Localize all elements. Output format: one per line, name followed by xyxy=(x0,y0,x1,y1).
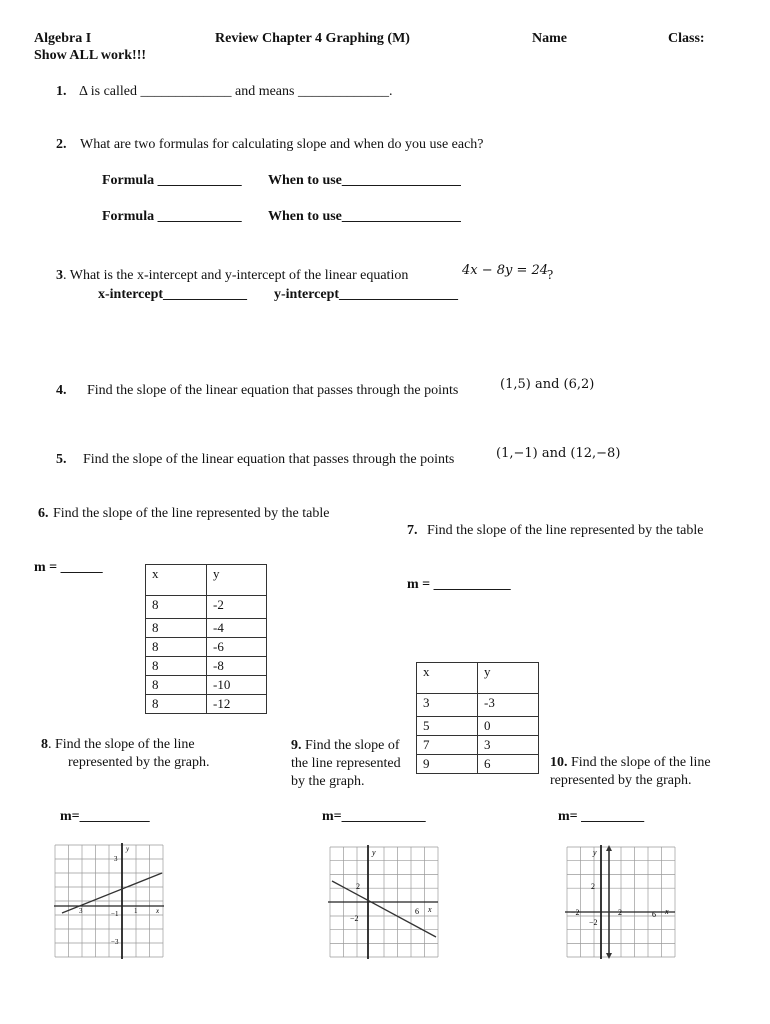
q6-cell: -4 xyxy=(207,619,267,638)
y-tick-3: 3 xyxy=(114,855,118,863)
y-tick-neg1: −1 xyxy=(111,910,119,918)
q10-number: 10. xyxy=(550,755,568,770)
q6-number: 6. xyxy=(38,506,49,521)
q7-number: 7. xyxy=(407,523,418,538)
x-axis-label: x xyxy=(156,907,160,915)
y-axis-label: y xyxy=(593,848,597,857)
q7-cell: 3 xyxy=(478,736,539,755)
q9-text-block xyxy=(291,737,409,791)
q8-text-line1 xyxy=(41,737,195,753)
table-header-row xyxy=(146,565,267,596)
instruction: Show ALL work!!! xyxy=(34,48,147,63)
q2-formula-1: Formula ____________ xyxy=(102,173,242,188)
q3-text: . What is the x-intercept and y-intercept of the linear equation xyxy=(63,268,409,283)
q3-number: 3 xyxy=(56,268,63,283)
q8-graph xyxy=(54,843,166,959)
x-axis-label: x xyxy=(665,907,669,916)
q7-text: Find the slope of the line represented by the table xyxy=(427,523,704,538)
table-row xyxy=(146,676,267,695)
q4-number: 4. xyxy=(56,383,67,398)
q7-cell: 3 xyxy=(417,694,478,717)
q10-graph xyxy=(565,845,677,959)
grid xyxy=(55,845,163,957)
q10-text-line1 xyxy=(550,755,711,771)
q7-cell: -3 xyxy=(478,694,539,717)
x-axis-label: x xyxy=(428,905,432,914)
q7-cell: 9 xyxy=(417,755,478,774)
x-tick-2: 2 xyxy=(618,908,622,917)
q10-text-line2: represented by the graph. xyxy=(550,773,692,788)
table-row xyxy=(417,694,539,717)
q8-number: 8 xyxy=(41,737,48,752)
q6-table xyxy=(145,564,267,714)
q2-text: What are two formulas for calculating slope and when do you use each? xyxy=(80,137,484,152)
table-row xyxy=(417,717,539,736)
y-axis-label: y xyxy=(126,845,130,853)
table-row xyxy=(146,657,267,676)
table-row xyxy=(417,755,539,774)
q6-cell: 8 xyxy=(146,638,207,657)
q6-cell: -8 xyxy=(207,657,267,676)
q6-cell: 8 xyxy=(146,676,207,695)
x-tick-6: 6 xyxy=(415,907,419,916)
q8-text-line2: represented by the graph. xyxy=(68,755,210,770)
q6-cell: -2 xyxy=(207,596,267,619)
q7-answer: m = ___________ xyxy=(407,577,511,592)
q8-answer: m=__________ xyxy=(60,809,150,824)
q4-points: (1,5) and (6,2) xyxy=(500,377,595,392)
y-tick-neg2: −2 xyxy=(350,914,359,923)
q6-cell: -10 xyxy=(207,676,267,695)
q7-cell: 5 xyxy=(417,717,478,736)
name-label: Name xyxy=(532,31,567,46)
q2-number: 2. xyxy=(56,137,67,152)
q10-text: Find the slope of the line xyxy=(571,755,711,770)
q7-header-x: x xyxy=(417,663,478,694)
arrow-up-icon xyxy=(606,845,612,851)
q7-cell: 0 xyxy=(478,717,539,736)
q7-header-y: y xyxy=(478,663,539,694)
q6-cell: 8 xyxy=(146,619,207,638)
q6-cell: 8 xyxy=(146,657,207,676)
q8-text: . Find the slope of the line xyxy=(48,737,195,752)
q1-number: 1. xyxy=(56,84,67,99)
worksheet-title: Review Chapter 4 Graphing (M) xyxy=(215,31,410,46)
q9-text: Find the slope of the line represented by the graph. xyxy=(291,738,401,789)
y-tick-neg3: −3 xyxy=(111,938,119,946)
q6-cell: -6 xyxy=(207,638,267,657)
q1-text: Δ is called _____________ and means _____________. xyxy=(79,84,393,99)
table-row xyxy=(146,695,267,714)
q5-text: Find the slope of the linear equation that passes through the points xyxy=(83,452,455,467)
q3-y-intercept: y-intercept_________________ xyxy=(274,287,459,302)
q9-answer: m=____________ xyxy=(322,809,426,824)
table-header-row xyxy=(417,663,539,694)
q6-cell: -12 xyxy=(207,695,267,714)
y-tick-neg2: −2 xyxy=(589,918,598,927)
q7-table xyxy=(416,662,539,774)
x-tick-6: 6 xyxy=(652,910,656,919)
x-tick-neg2: −2 xyxy=(571,908,580,917)
x-tick-1: 1 xyxy=(134,907,138,915)
y-tick-2: 2 xyxy=(591,882,595,891)
class-label: Class: xyxy=(668,31,705,46)
q2-when-2: When to use_________________ xyxy=(268,209,461,224)
q9-graph xyxy=(328,845,440,959)
table-row xyxy=(146,596,267,619)
arrow-down-icon xyxy=(606,953,612,959)
y-tick-2: 2 xyxy=(356,882,360,891)
q5-points: (1,−1) and (12,−8) xyxy=(496,446,621,461)
x-tick-neg3: 3 xyxy=(79,907,83,915)
q6-cell: 8 xyxy=(146,596,207,619)
q5-number: 5. xyxy=(56,452,67,467)
q3-x-intercept: x-intercept____________ xyxy=(98,287,248,302)
q6-cell: 8 xyxy=(146,695,207,714)
q6-header-y: y xyxy=(207,565,267,596)
table-row xyxy=(146,638,267,657)
course-title: Algebra I xyxy=(34,31,92,46)
table-row xyxy=(146,619,267,638)
q3-equation: 4x − 8y = 24 xyxy=(462,263,549,278)
table-row xyxy=(417,736,539,755)
grid xyxy=(567,847,675,957)
graph-line xyxy=(62,873,162,913)
q6-header-x: x xyxy=(146,565,207,596)
q2-when-1: When to use_________________ xyxy=(268,173,461,188)
q7-cell: 6 xyxy=(478,755,539,774)
q4-text: Find the slope of the linear equation that passes through the points xyxy=(87,383,459,398)
y-axis-label: y xyxy=(372,848,376,857)
q7-cell: 7 xyxy=(417,736,478,755)
q9-number: 9. xyxy=(291,738,302,753)
q6-text: Find the slope of the line represented by the table xyxy=(53,506,330,521)
q3-qmark: ? xyxy=(547,268,554,283)
q6-answer: m = ______ xyxy=(34,560,103,575)
q10-answer: m= _________ xyxy=(558,809,645,824)
q2-formula-2: Formula ____________ xyxy=(102,209,242,224)
